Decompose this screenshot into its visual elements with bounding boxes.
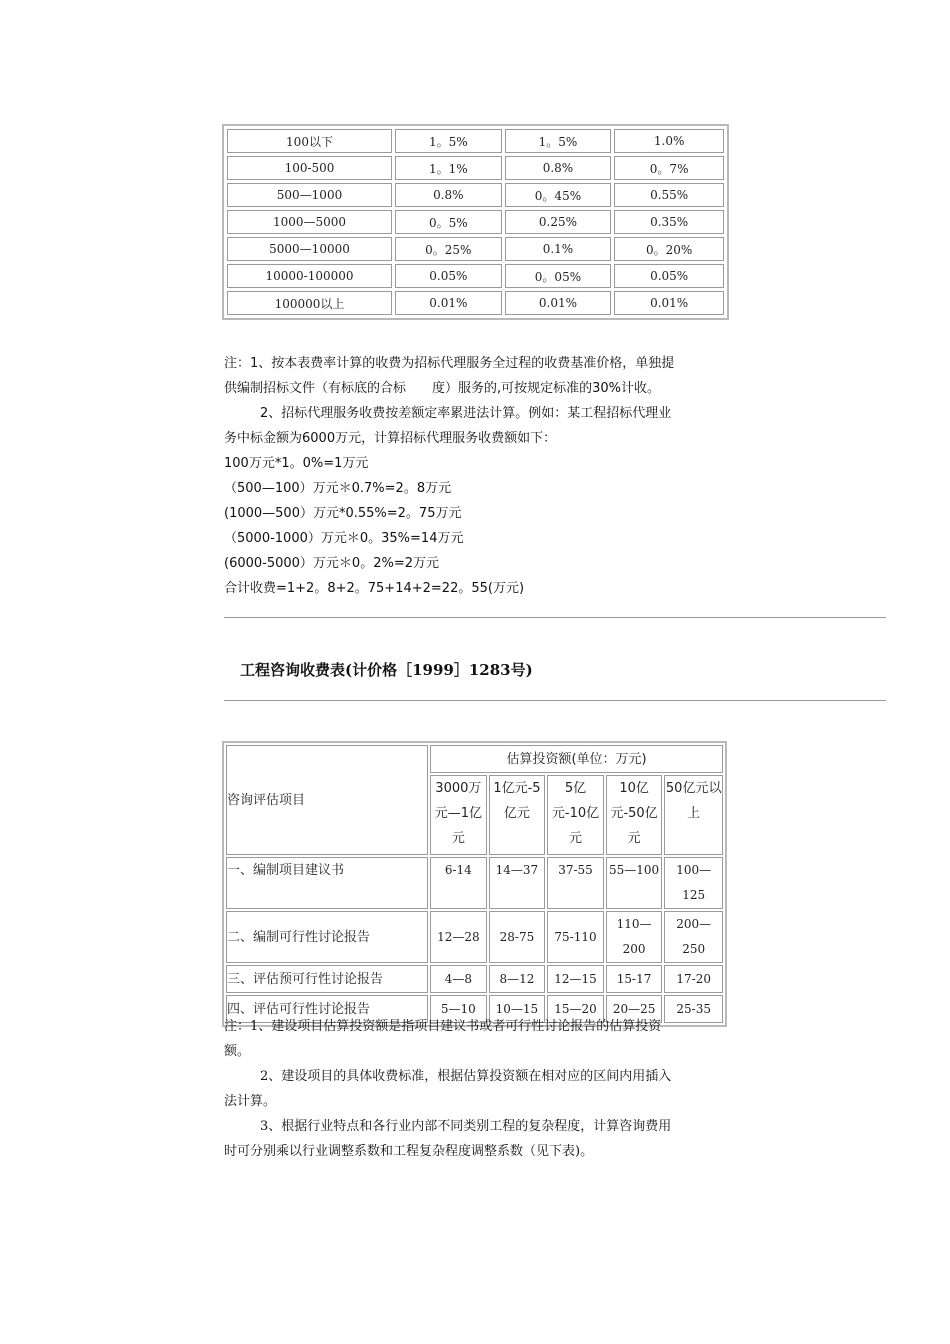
table-row <box>226 857 723 909</box>
table-cell: 100—125 <box>664 857 723 909</box>
note-text: 注：1、建设项目估算投资额是指项目建议书或者可行性讨论报告的估算投资 <box>224 1019 662 1034</box>
table-row <box>227 210 724 234</box>
note-text: 2、招标代理服务收费按差额定率累进法计算。例如：某工程招标代理业 <box>260 406 672 421</box>
consulting-table-notes <box>224 1014 720 1164</box>
table-cell: 0。45% <box>505 183 612 207</box>
table-cell: 200—250 <box>664 911 723 963</box>
note-text: 3、根据行业特点和各行业内部不同类别工程的复杂程度，计算咨询费用 <box>260 1119 672 1134</box>
table-cell: 0.35% <box>614 210 724 234</box>
table-cell: 10—15 <box>489 995 546 1023</box>
calc-total: 合计收费=1+2。8+2。75+14+2=22。55(万元) <box>224 581 525 596</box>
table-cell: 0.01% <box>505 291 612 315</box>
table-cell: 8—12 <box>489 965 546 993</box>
table-cell: 20—25 <box>606 995 663 1023</box>
table-cell: 37-55 <box>547 857 604 909</box>
table-header-row <box>226 745 723 773</box>
table-cell: 10000-100000 <box>227 264 392 288</box>
note-text: 法计算。 <box>224 1094 277 1109</box>
table-cell: 100以下 <box>227 129 392 153</box>
table-row <box>227 264 724 288</box>
calc-line: (1000—500）万元*0.55%=2。75万元 <box>224 506 462 521</box>
section-title: 工程咨询收费表(计价格［1999］1283号) <box>240 661 533 679</box>
table-cell: 1.0% <box>614 129 724 153</box>
table-cell: 0.8% <box>395 183 502 207</box>
table-cell: 75-110 <box>547 911 604 963</box>
note-text: 2、建设项目的具体收费标准，根据估算投资额在相对应的区间内用插入 <box>260 1069 672 1084</box>
item-cell: 一、编制项目建议书 <box>226 857 428 909</box>
table-cell: 25-35 <box>664 995 723 1023</box>
table-row <box>226 965 723 993</box>
table-cell: 500—1000 <box>227 183 392 207</box>
item-cell: 二、编制可行性讨论报告 <box>226 911 428 963</box>
table-cell: 1。5% <box>395 129 502 153</box>
table-cell: 0.55% <box>614 183 724 207</box>
table-row <box>227 183 724 207</box>
table-cell: 17-20 <box>664 965 723 993</box>
item-cell: 三、评估预可行性讨论报告 <box>226 965 428 993</box>
note-text: 供编制招标文件（有标底的合标 度）服务的,可按规定标准的30%计收。 <box>224 381 661 396</box>
fee-rate-table <box>222 124 729 320</box>
table-row <box>227 237 724 261</box>
divider <box>224 700 886 701</box>
item-header: 咨询评估项目 <box>226 745 428 855</box>
table-cell: 0.01% <box>614 291 724 315</box>
range-header: 10亿元-50亿元 <box>606 775 663 855</box>
table-cell: 100-500 <box>227 156 392 180</box>
group-header: 估算投资额(单位：万元) <box>430 745 723 773</box>
table-cell: 12—28 <box>430 911 487 963</box>
table-cell: 0.01% <box>395 291 502 315</box>
table-row <box>227 156 724 180</box>
table-cell: 0。20% <box>614 237 724 261</box>
range-header: 50亿元以上 <box>664 775 723 855</box>
note-text: 注：1、按本表费率计算的收费为招标代理服务全过程的收费基准价格，单独提 <box>224 356 675 371</box>
note-text: 务中标金额为6000万元，计算招标代理服务收费额如下： <box>224 431 557 446</box>
table-cell: 14—37 <box>489 857 546 909</box>
divider <box>224 617 886 618</box>
table-cell: 12—15 <box>547 965 604 993</box>
table-cell: 6-14 <box>430 857 487 909</box>
item-cell: 四、评估可行性讨论报告 <box>226 995 428 1023</box>
table-cell: 1000—5000 <box>227 210 392 234</box>
table-cell: 0.8% <box>505 156 612 180</box>
table-cell: 28-75 <box>489 911 546 963</box>
table-cell: 1。1% <box>395 156 502 180</box>
calc-line: 100万元*1。0%=1万元 <box>224 456 369 471</box>
consulting-fee-table <box>222 741 727 1027</box>
table-row <box>227 291 724 315</box>
fee-table-notes <box>224 351 724 601</box>
calculation-example <box>224 451 724 601</box>
range-header: 1亿元-5亿元 <box>489 775 546 855</box>
table-cell: 0.05% <box>395 264 502 288</box>
table-cell: 15—20 <box>547 995 604 1023</box>
table-cell: 0.25% <box>505 210 612 234</box>
calc-line: (6000-5000）万元＊0。2%=2万元 <box>224 556 439 571</box>
table-cell: 0.1% <box>505 237 612 261</box>
note-text: 额。 <box>224 1044 251 1059</box>
table-cell: 0。25% <box>395 237 502 261</box>
range-header: 5亿元-10亿元 <box>547 775 604 855</box>
table-row <box>226 911 723 963</box>
table-cell: 110—200 <box>606 911 663 963</box>
calc-line: （5000-1000）万元＊0。35%=14万元 <box>224 531 464 546</box>
table-cell: 100000以上 <box>227 291 392 315</box>
calc-line: （500—100）万元＊0.7%=2。8万元 <box>224 481 452 496</box>
note-text: 时可分别乘以行业调整系数和工程复杂程度调整系数（见下表)。 <box>224 1144 594 1159</box>
table-cell: 5000—10000 <box>227 237 392 261</box>
table-cell: 55—100 <box>606 857 663 909</box>
table-cell: 15-17 <box>606 965 663 993</box>
table-cell: 0。7% <box>614 156 724 180</box>
table-cell: 5—10 <box>430 995 487 1023</box>
range-header: 3000万元—1亿元 <box>430 775 487 855</box>
table-cell: 0.05% <box>614 264 724 288</box>
table-row <box>227 129 724 153</box>
table-cell: 1。5% <box>505 129 612 153</box>
table-cell: 0。05% <box>505 264 612 288</box>
table-cell: 4—8 <box>430 965 487 993</box>
table-cell: 0。5% <box>395 210 502 234</box>
